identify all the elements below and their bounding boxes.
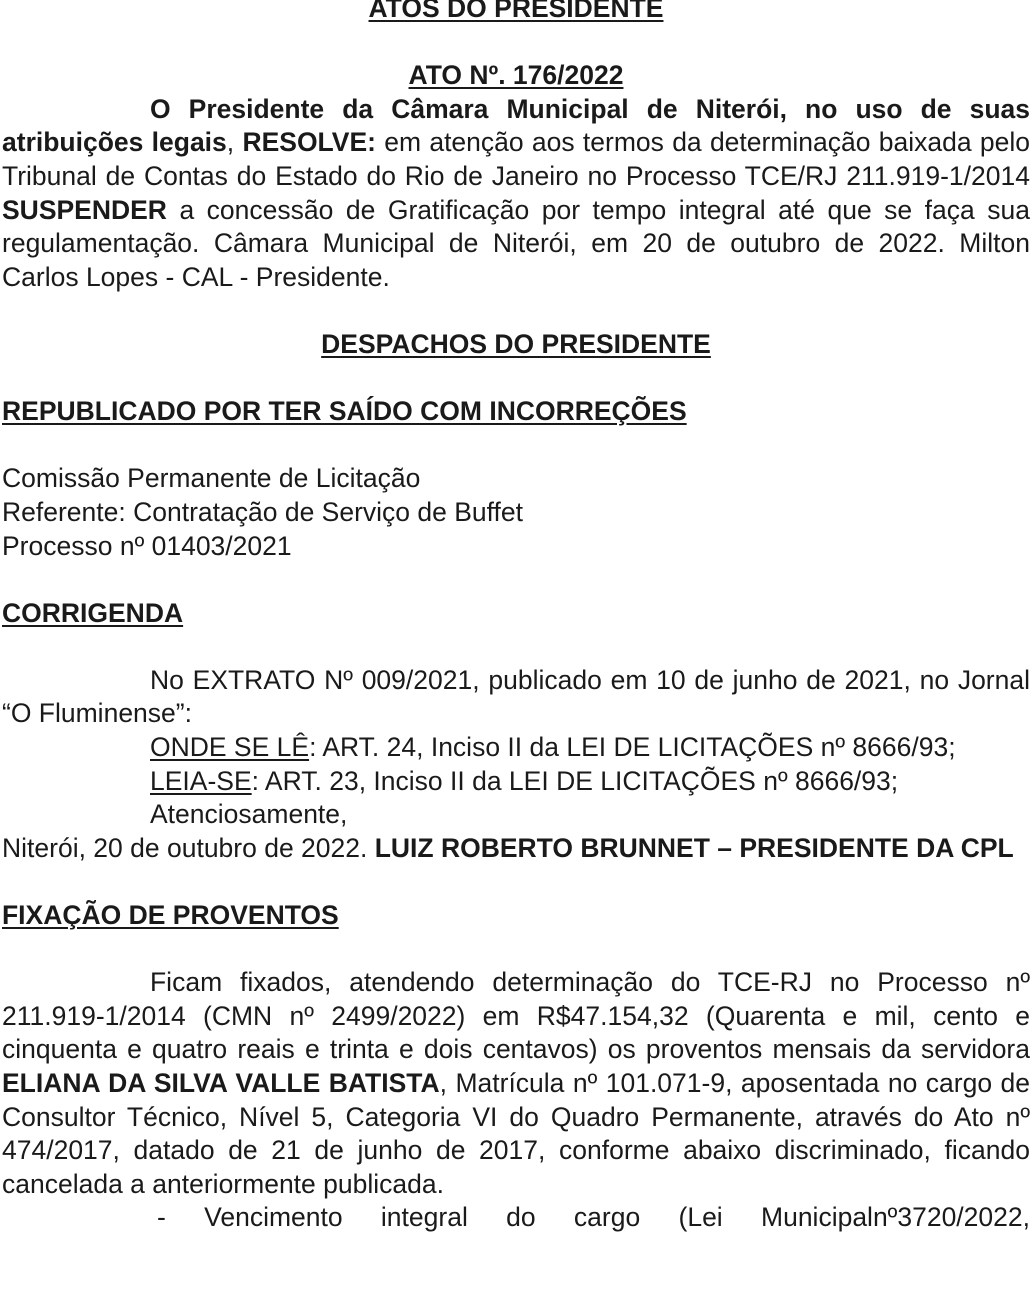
fixacao-paragraph bbox=[2, 966, 1030, 1201]
section-title-atos: ATOS DO PRESIDENTE bbox=[368, 0, 664, 23]
referente-line: Referente: Contratação de Serviço de Buffet bbox=[2, 496, 523, 527]
corrigenda-title: CORRIGENDA bbox=[2, 597, 184, 628]
act-text-1: em atenção aos termos da determinação baixada pelo Tribunal de Contas do Estado do Rio de Janeiro no Processo TCE/RJ 211.919-1/2014 bbox=[2, 127, 1031, 191]
signature-text: Niterói, 20 de outubro de 2022. bbox=[2, 832, 375, 863]
fixacao-name: ELIANA DA SILVA VALLE BATISTA bbox=[2, 1068, 440, 1098]
fixacao-title: FIXAÇÃO DE PROVENTOS bbox=[2, 900, 339, 931]
signature-name: LUIZ ROBERTO BRUNNET – PRESIDENTE DA CPL bbox=[374, 832, 1014, 863]
processo-line: Processo nº 01403/2021 bbox=[2, 530, 292, 561]
republicado-title: REPUBLICADO POR TER SAÍDO COM INCORREÇÕES bbox=[2, 396, 687, 427]
document-page bbox=[2, 0, 1030, 1235]
onde-se-le-text: : ART. 24, Inciso II da LEI DE LICITAÇÕES nº 8666/93; bbox=[309, 732, 956, 763]
leia-se-line bbox=[2, 765, 1030, 799]
onde-se-le-label: ONDE SE LÊ bbox=[150, 732, 310, 763]
act-text-2: a concessão de Gratificação por tempo integral até que se faça sua regulamentação. Câmara Municipal de Niterói, em 20 de outubro de 2022. Milton Carlos Lopes - CAL - Presidente. bbox=[2, 194, 1030, 292]
onde-se-le-line bbox=[2, 731, 1030, 765]
list-item: - Vencimento integral do cargo (Lei Municipalnº3720/2022, bbox=[157, 1202, 1030, 1233]
section-title-despachos: DESPACHOS DO PRESIDENTE bbox=[321, 328, 711, 359]
leia-se-text: : ART. 23, Inciso II da LEI DE LICITAÇÕES nº 8666/93; bbox=[251, 765, 899, 796]
commission-line: Comissão Permanente de Licitação bbox=[2, 463, 421, 494]
act-intro: O Presidente da Câmara Municipal de Niterói, no uso de suas atribuições legais bbox=[2, 93, 1030, 158]
act-number: ATO Nº. 176/2022 bbox=[408, 60, 624, 91]
act-paragraph bbox=[2, 93, 1030, 295]
fixacao-text-1: Ficam fixados, atendendo determinação do TCE-RJ no Processo nº 211.919-1/2014 (CMN nº 2499/2022) em R$47.154,32 (Quarenta e mil, cento e cinquenta e quatro reais e trinta e dois centavos) os proventos mensais da servidora bbox=[2, 967, 1030, 1065]
act-resolve: RESOLVE: bbox=[242, 127, 376, 158]
leia-se-label: LEIA-SE bbox=[150, 765, 252, 796]
corrigenda-paragraph: No EXTRATO Nº 009/2021, publicado em 10 de junho de 2021, no Jornal “O Fluminense”: bbox=[2, 664, 1030, 729]
act-comma: , bbox=[226, 127, 243, 158]
signature-line bbox=[2, 832, 1030, 866]
act-suspender: SUSPENDER bbox=[2, 194, 167, 225]
closing-line: Atenciosamente, bbox=[150, 799, 348, 830]
fixacao-text-2: , Matrícula nº 101.071-9, aposentada no cargo de Consultor Técnico, Nível 5, Categoria VI do Quadro Permanente, através do Ato nº 474/2017, datado de 21 de junho de 2017, conforme abaixo discriminado, ficando cancelada a anteriormente publicada. bbox=[2, 1068, 1030, 1199]
